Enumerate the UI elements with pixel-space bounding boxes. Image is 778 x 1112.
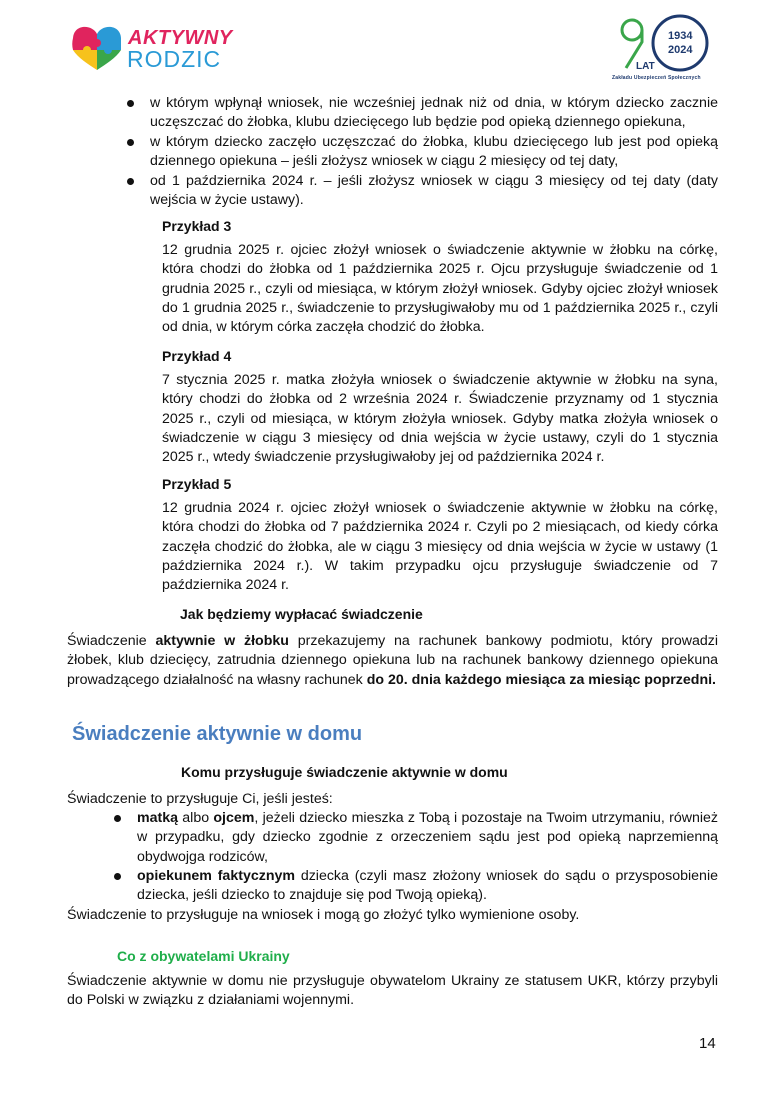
list-item-line: dziennego opiekuna – jeśli złożysz wniosek w ciągu 2 miesięcy od tej daty, — [150, 153, 619, 170]
text-run: przekazujemy na rachunek bankowy podmiotu, który prowadzi żłobek, klub dziecięcy, zatrudnia dziennego opiekuna lub na rachunek bankowy dziennego opiekuna prowadzącego działalność na własny rachunek — [67, 633, 718, 688]
example-title: Przykład 4 — [162, 348, 232, 364]
list-item-text — [113, 867, 718, 906]
example-5 — [162, 476, 718, 595]
bullet-icon — [127, 139, 134, 146]
eligibility-intro: Świadczenie to przysługuje Ci, jeśli jesteś: — [67, 791, 333, 807]
bold-text-run: ojcem — [213, 810, 255, 826]
heart-puzzle-icon — [70, 22, 124, 74]
logo-year-start: 1934 — [668, 30, 693, 42]
logo-year-end: 2024 — [668, 44, 693, 56]
example-text: 7 stycznia 2025 r. matka złożyła wniosek o świadczenie aktywnie w żłobku na syna, który chodzi do żłobka od 2 września 2024 r. Świadczenie przyznamy od 1 stycznia 2025 r., czyli od miesiąca, w którym złożyła wniosek. Gdyby matka złożyła wniosek o świadczenie w ciągu 3 miesięcy od dnia wejścia w życie ustawy, czyli do 1 stycznia 2025 r., wtedy świadczenie przysługiwałoby jej od października 2024 r. — [162, 372, 718, 466]
logo-text-aktywny: AKTYWNY — [128, 27, 233, 49]
text-run: albo — [178, 810, 214, 826]
payment-paragraph — [67, 632, 718, 690]
bold-text-run: matką — [137, 810, 179, 826]
list-item-line: w którym wpłynął wniosek, nie wcześniej jednak niż od dnia, w którym dziecko zacznie — [150, 95, 718, 111]
list-item — [113, 867, 718, 906]
logo-text-rodzic: RODZIC — [127, 46, 222, 72]
example-title: Przykład 5 — [162, 476, 232, 492]
list-item — [126, 133, 718, 172]
example-3 — [162, 218, 718, 337]
eligibility-heading: Komu przysługuje świadczenie aktywnie w domu — [181, 764, 508, 780]
bullet-icon — [114, 815, 121, 822]
list-item-line: uczęszczać do żłobka, klubu dziecięcego lub będzie pod opieką dziennego opiekuna, — [150, 114, 686, 131]
list-item-line: wejścia w życie ustawy). — [150, 192, 304, 209]
list-item-text — [113, 809, 718, 867]
example-text: 12 grudnia 2024 r. ojciec złożył wniosek o świadczenie aktywnie w żłobku na córkę, która chodzi do żłobka od 7 października 2024 r. Czyli po 2 miesiącach, od kiedy córka zaczęła chodzić do żłobka, ale w ciągu 3 miesięcy od dnia wejścia w życie w ustawy (1 października 2024 r.). W takim przypadku ojcu przysługuje świadczenie od 7 października 2024 r. — [162, 500, 718, 594]
list-item-line: od 1 października 2024 r. – jeśli złożysz wniosek w ciągu 3 miesięcy od tej daty (daty — [150, 173, 718, 189]
list-item — [113, 809, 718, 867]
list-item-line: w którym dziecko zaczęło uczęszczać do żłobka, klubu dziecięcego lub jest pod opieką — [150, 134, 718, 150]
bold-text-run: aktywnie w żłobku — [155, 633, 289, 649]
ukraine-paragraph: Świadczenie aktywnie w domu nie przysługuje obywatelom Ukrainy ze statusem UKR, którzy przybyli do Polski w związku z działaniami wojennymi. — [67, 973, 718, 1009]
bullet-icon — [127, 100, 134, 107]
text-run: dziecka (czyli masz złożony wniosek do sądu o przysposobienie dziecka, jeśli dziecko to znajduje się pod Twoją opieką). — [137, 868, 718, 904]
bullet-icon — [127, 178, 134, 185]
example-text: 12 grudnia 2025 r. ojciec złożył wniosek o świadczenie aktywnie w żłobku na córkę, która chodzi do żłobka od 1 października 2025 r. Ojcu przysługuje świadczenie od 1 grudnia 2025 r., czyli od miesiąca, w którym złożył wniosek. Gdyby ojciec złożył wniosek do 1 grudnia 2025 r., świadczenie to przysługiwałoby mu od 1 października 2025 r., czyli od dnia, w którym córka zaczęła chodzić do żłobka. — [162, 242, 718, 336]
ninety-years-emblem-icon — [612, 12, 722, 74]
logo-lat: LAT — [636, 61, 655, 72]
example-4 — [162, 348, 718, 467]
aktywny-rodzic-logo — [70, 22, 233, 76]
text-run: , jeżeli dziecko mieszka z Tobą i pozostaje na Twoim utrzymaniu, również w przypadku, gdy dziecko zgodnie z orzeczeniem sądu jest pod opieką naprzemienną obydwojga rodziców, — [137, 810, 718, 865]
section-title: Świadczenie aktywnie w domu — [72, 723, 363, 745]
payment-heading: Jak będziemy wypłacać świadczenie — [180, 606, 423, 622]
bullet-icon — [114, 873, 121, 880]
bold-text-run: opiekunem faktycznym — [137, 868, 295, 884]
bold-text-run: do 20. dnia każdego miesiąca za miesiąc poprzedni. — [366, 671, 716, 688]
page-number: 14 — [699, 1035, 716, 1052]
ukraine-heading: Co z obywatelami Ukrainy — [117, 948, 290, 964]
eligibility-outro: Świadczenie to przysługuje na wniosek i mogą go złożyć tylko wymienione osoby. — [67, 907, 580, 923]
zus-90-years-logo — [612, 12, 722, 86]
example-title: Przykład 3 — [162, 218, 232, 234]
text-run: Świadczenie — [67, 633, 156, 649]
logo-org-name: Zakładu Ubezpieczeń Społecznych — [612, 75, 701, 81]
list-item — [126, 172, 718, 211]
list-item — [126, 94, 718, 133]
